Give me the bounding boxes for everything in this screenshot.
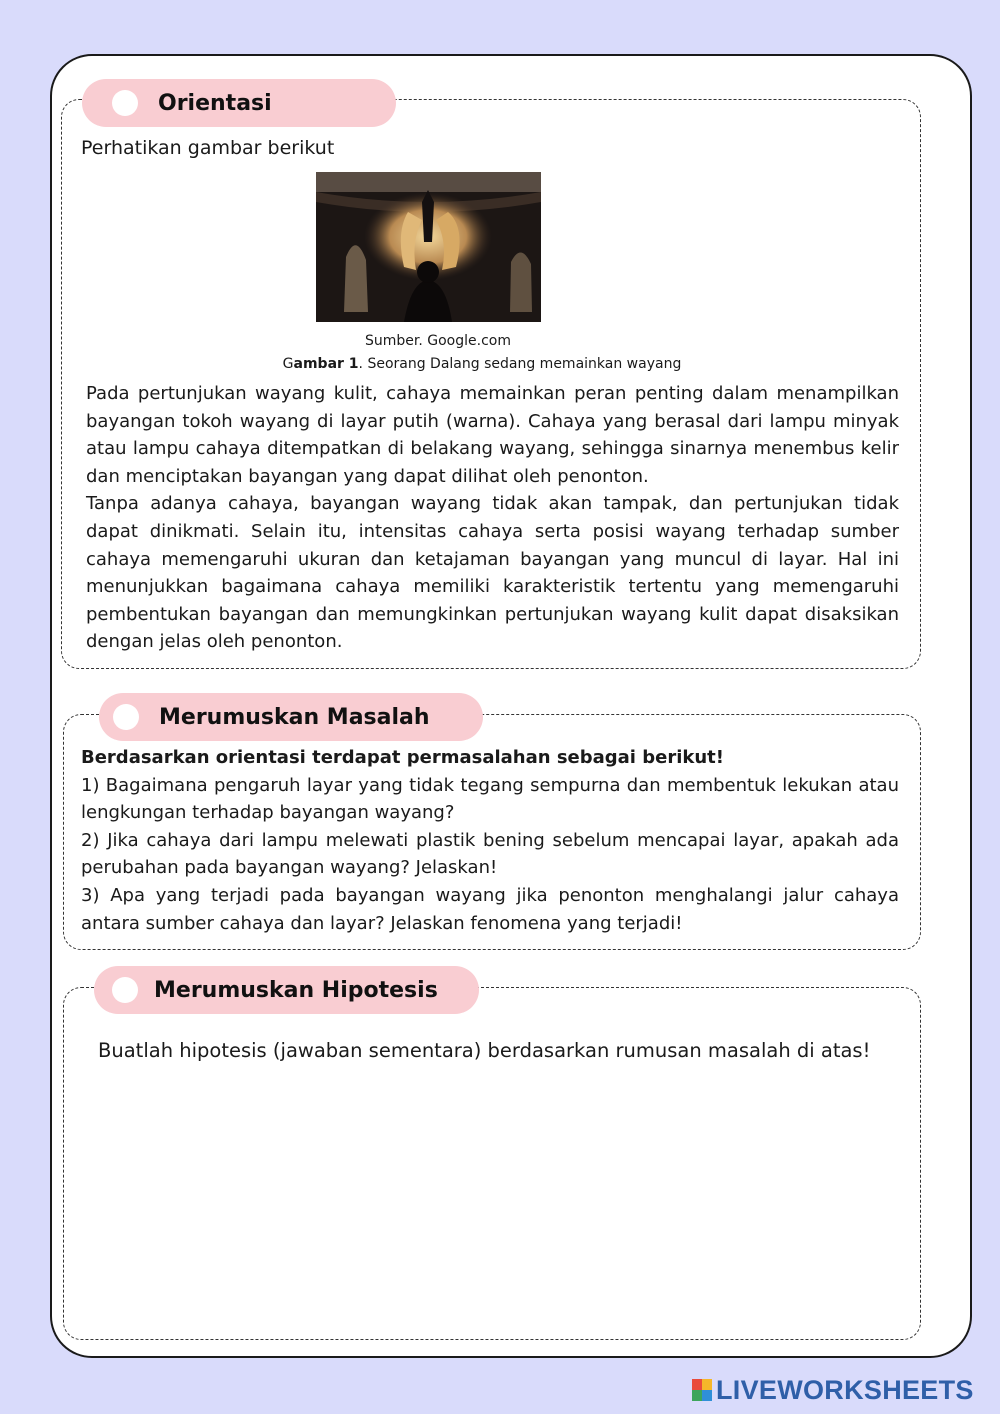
bullet-circle-icon — [112, 90, 138, 116]
liveworksheets-logo — [692, 1376, 974, 1404]
liveworksheets-mark-icon — [692, 1379, 712, 1401]
caption-rest: . Seorang Dalang sedang memainkan wayang — [358, 356, 682, 372]
orientasi-paragraph-2: Tanpa adanya cahaya, bayangan wayang tidak akan tampak, dan pertunjukan tidak dapat dinikmati. Selain itu, intensitas cahaya serta posisi wayang terhadap sumber cahaya memengaruhi ukuran dan ketajaman bayangan yang muncul di layar. Hal ini menunjukkan bagaimana cahaya memiliki karakteristik tertentu yang memengaruhi pembentukan bayangan dan memungkinkan pertunjukan wayang kulit dapat disaksikan dengan jelas oleh penonton. — [86, 493, 899, 653]
masalah-question-2: 2) Jika cahaya dari lampu melewati plastik bening sebelum mencapai layar, apakah ada perubahan pada bayangan wayang? Jelaskan! — [81, 829, 899, 879]
section-title: Merumuskan Hipotesis — [154, 977, 438, 1003]
wayang-illustration — [316, 172, 541, 322]
liveworksheets-brand: LIVEWORKSHEETS — [716, 1374, 974, 1405]
section-title: Merumuskan Masalah — [159, 704, 430, 730]
caption-bold: ambar 1 — [293, 356, 359, 372]
hipotesis-header — [94, 966, 479, 1014]
orientasi-body — [86, 380, 899, 656]
image-caption — [232, 356, 732, 372]
section-title: Orientasi — [158, 90, 272, 116]
masalah-question-3: 3) Apa yang terjadi pada bayangan wayang jika penonton menghalangi jalur cahaya antara sumber cahaya dan layar? Jelaskan fenomena yang terjadi! — [81, 884, 899, 934]
masalah-header — [99, 693, 483, 741]
hipotesis-answer-field[interactable] — [80, 1080, 908, 1324]
masalah-lead: Berdasarkan orientasi terdapat permasalahan sebagai berikut! — [81, 747, 724, 768]
masalah-question-1: 1) Bagaimana pengaruh layar yang tidak tegang sempurna dan membentuk lekukan atau lengkungan terhadap bayangan wayang? — [81, 774, 899, 824]
image-source: Sumber. Google.com — [365, 333, 511, 349]
bullet-circle-icon — [113, 704, 139, 730]
orientasi-intro: Perhatikan gambar berikut — [81, 137, 335, 159]
orientasi-paragraph-1: Pada pertunjukan wayang kulit, cahaya memainkan peran penting dalam menampilkan bayangan tokoh wayang di layar putih (warna). Cahaya yang berasal dari lampu minyak atau lampu cahaya ditempatkan di belakang wayang, sehingga sinarnya menembus kelir dan menciptakan bayangan yang dapat dilihat oleh penonton. — [86, 383, 899, 487]
hipotesis-instruction: Buatlah hipotesis (jawaban sementara) berdasarkan rumusan masalah di atas! — [98, 1039, 871, 1062]
wayang-photo — [316, 172, 541, 322]
caption-prefix: G — [282, 356, 294, 372]
bullet-circle-icon — [112, 977, 138, 1003]
orientasi-header — [82, 79, 396, 127]
masalah-body — [81, 744, 899, 937]
